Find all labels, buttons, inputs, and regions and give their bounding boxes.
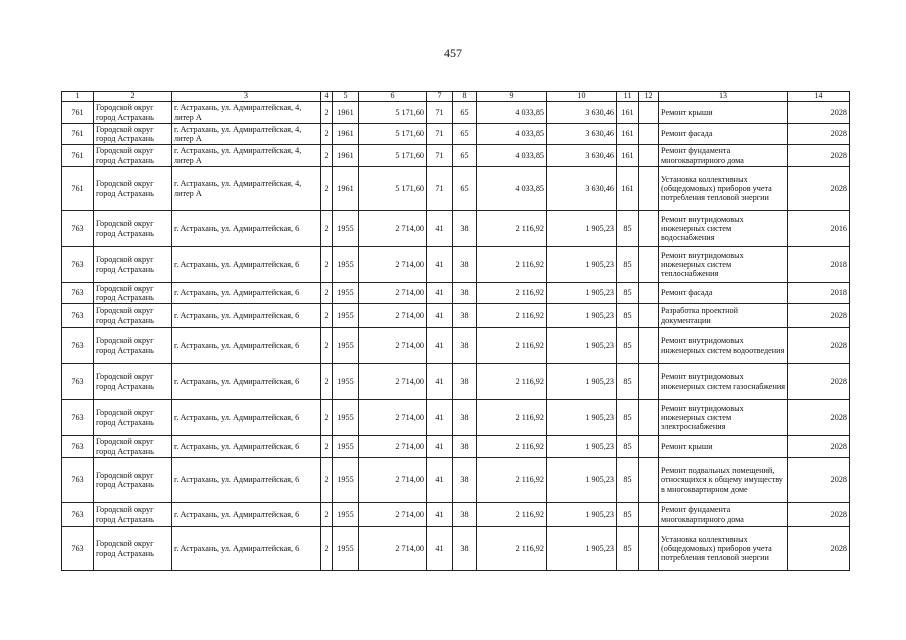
col9-cell: 4 033,85 xyxy=(477,124,547,145)
col12-cell xyxy=(639,247,659,283)
year-cell: 1961 xyxy=(333,102,359,124)
floors-cell: 2 xyxy=(321,400,333,436)
col12-cell xyxy=(639,145,659,167)
row-number-cell: 763 xyxy=(62,328,94,364)
floors-cell: 2 xyxy=(321,503,333,527)
col10-cell: 1 905,23 xyxy=(547,247,617,283)
municipality-cell: Городской округ город Астрахань xyxy=(94,283,172,304)
municipality-cell: Городской округ город Астрахань xyxy=(94,145,172,167)
year-cell: 1961 xyxy=(333,124,359,145)
column-header: 11 xyxy=(617,92,639,102)
address-cell: г. Астрахань, ул. Адмиралтейская, 6 xyxy=(172,211,321,247)
work-type-cell: Ремонт крыши xyxy=(659,102,788,124)
address-cell: г. Астрахань, ул. Адмиралтейская, 6 xyxy=(172,436,321,458)
col10-cell: 3 630,46 xyxy=(547,167,617,211)
col12-cell xyxy=(639,167,659,211)
municipality-cell: Городской округ город Астрахань xyxy=(94,167,172,211)
col11-cell: 85 xyxy=(617,527,639,571)
floors-cell: 2 xyxy=(321,167,333,211)
municipality-cell: Городской округ город Астрахань xyxy=(94,102,172,124)
column-header: 2 xyxy=(94,92,172,102)
floors-cell: 2 xyxy=(321,124,333,145)
work-type-cell: Ремонт внутридомовых инженерных систем теплоснабжения xyxy=(659,247,788,283)
year-cell: 1955 xyxy=(333,400,359,436)
col11-cell: 161 xyxy=(617,124,639,145)
col11-cell: 85 xyxy=(617,247,639,283)
address-cell: г. Астрахань, ул. Адмиралтейская, 6 xyxy=(172,364,321,400)
col7-cell: 41 xyxy=(427,247,453,283)
address-cell: г. Астрахань, ул. Адмиралтейская, 6 xyxy=(172,283,321,304)
col8-cell: 38 xyxy=(453,247,477,283)
col7-cell: 71 xyxy=(427,102,453,124)
floors-cell: 2 xyxy=(321,328,333,364)
year-cell: 1961 xyxy=(333,145,359,167)
col8-cell: 38 xyxy=(453,400,477,436)
work-type-cell: Ремонт крыши xyxy=(659,436,788,458)
table-row xyxy=(62,247,850,283)
column-header: 6 xyxy=(359,92,427,102)
col8-cell: 38 xyxy=(453,527,477,571)
floors-cell: 2 xyxy=(321,364,333,400)
floors-cell: 2 xyxy=(321,436,333,458)
page-number: 457 xyxy=(444,46,462,60)
table-row xyxy=(62,145,850,167)
work-type-cell: Разработка проектной документации xyxy=(659,304,788,328)
plan-year-cell: 2028 xyxy=(788,503,850,527)
col10-cell: 3 630,46 xyxy=(547,102,617,124)
area-cell: 5 171,60 xyxy=(359,124,427,145)
plan-year-cell: 2018 xyxy=(788,247,850,283)
col10-cell: 1 905,23 xyxy=(547,304,617,328)
area-cell: 2 714,00 xyxy=(359,527,427,571)
plan-year-cell: 2028 xyxy=(788,124,850,145)
col9-cell: 2 116,92 xyxy=(477,458,547,503)
col7-cell: 71 xyxy=(427,167,453,211)
municipality-cell: Городской округ город Астрахань xyxy=(94,304,172,328)
col11-cell: 85 xyxy=(617,458,639,503)
table-row xyxy=(62,167,850,211)
area-cell: 2 714,00 xyxy=(359,436,427,458)
column-header: 8 xyxy=(453,92,477,102)
municipality-cell: Городской округ город Астрахань xyxy=(94,328,172,364)
col7-cell: 41 xyxy=(427,364,453,400)
col9-cell: 2 116,92 xyxy=(477,211,547,247)
plan-year-cell: 2028 xyxy=(788,400,850,436)
floors-cell: 2 xyxy=(321,145,333,167)
col9-cell: 4 033,85 xyxy=(477,145,547,167)
col9-cell: 2 116,92 xyxy=(477,527,547,571)
column-header: 7 xyxy=(427,92,453,102)
column-header: 5 xyxy=(333,92,359,102)
col8-cell: 65 xyxy=(453,145,477,167)
address-cell: г. Астрахань, ул. Адмиралтейская, 6 xyxy=(172,458,321,503)
plan-year-cell: 2028 xyxy=(788,102,850,124)
year-cell: 1955 xyxy=(333,247,359,283)
area-cell: 2 714,00 xyxy=(359,400,427,436)
work-type-cell: Ремонт фасада xyxy=(659,283,788,304)
col11-cell: 161 xyxy=(617,145,639,167)
col9-cell: 2 116,92 xyxy=(477,283,547,304)
col10-cell: 1 905,23 xyxy=(547,503,617,527)
work-type-cell: Ремонт внутридомовых инженерных систем водоотведения xyxy=(659,328,788,364)
area-cell: 2 714,00 xyxy=(359,458,427,503)
municipality-cell: Городской округ город Астрахань xyxy=(94,527,172,571)
area-cell: 5 171,60 xyxy=(359,102,427,124)
plan-year-cell: 2028 xyxy=(788,145,850,167)
year-cell: 1961 xyxy=(333,167,359,211)
floors-cell: 2 xyxy=(321,211,333,247)
col11-cell: 85 xyxy=(617,283,639,304)
row-number-cell: 763 xyxy=(62,247,94,283)
col11-cell: 85 xyxy=(617,436,639,458)
col9-cell: 2 116,92 xyxy=(477,400,547,436)
table-row xyxy=(62,527,850,571)
col11-cell: 85 xyxy=(617,364,639,400)
plan-year-cell: 2028 xyxy=(788,458,850,503)
row-number-cell: 763 xyxy=(62,283,94,304)
table-row xyxy=(62,458,850,503)
work-type-cell: Ремонт внутридомовых инженерных систем водоснабжения xyxy=(659,211,788,247)
row-number-cell: 761 xyxy=(62,145,94,167)
area-cell: 5 171,60 xyxy=(359,145,427,167)
year-cell: 1955 xyxy=(333,458,359,503)
year-cell: 1955 xyxy=(333,283,359,304)
municipality-cell: Городской округ город Астрахань xyxy=(94,124,172,145)
col12-cell xyxy=(639,102,659,124)
row-number-cell: 761 xyxy=(62,102,94,124)
col11-cell: 85 xyxy=(617,328,639,364)
year-cell: 1955 xyxy=(333,527,359,571)
area-cell: 2 714,00 xyxy=(359,247,427,283)
col7-cell: 41 xyxy=(427,458,453,503)
floors-cell: 2 xyxy=(321,283,333,304)
plan-year-cell: 2028 xyxy=(788,328,850,364)
col7-cell: 41 xyxy=(427,400,453,436)
col7-cell: 41 xyxy=(427,503,453,527)
col9-cell: 2 116,92 xyxy=(477,436,547,458)
floors-cell: 2 xyxy=(321,458,333,503)
col8-cell: 38 xyxy=(453,458,477,503)
year-cell: 1955 xyxy=(333,211,359,247)
table-row xyxy=(62,211,850,247)
plan-year-cell: 2028 xyxy=(788,167,850,211)
row-number-cell: 763 xyxy=(62,304,94,328)
area-cell: 2 714,00 xyxy=(359,283,427,304)
year-cell: 1955 xyxy=(333,364,359,400)
year-cell: 1955 xyxy=(333,436,359,458)
col10-cell: 1 905,23 xyxy=(547,328,617,364)
col12-cell xyxy=(639,458,659,503)
col12-cell xyxy=(639,211,659,247)
column-header: 1 xyxy=(62,92,94,102)
area-cell: 2 714,00 xyxy=(359,364,427,400)
area-cell: 2 714,00 xyxy=(359,328,427,364)
municipality-cell: Городской округ город Астрахань xyxy=(94,503,172,527)
year-cell: 1955 xyxy=(333,304,359,328)
capital-repair-table xyxy=(61,91,850,571)
address-cell: г. Астрахань, ул. Адмиралтейская, 4, литер А xyxy=(172,145,321,167)
table-row xyxy=(62,436,850,458)
column-header: 4 xyxy=(321,92,333,102)
col10-cell: 3 630,46 xyxy=(547,124,617,145)
col9-cell: 4 033,85 xyxy=(477,102,547,124)
col7-cell: 71 xyxy=(427,124,453,145)
floors-cell: 2 xyxy=(321,247,333,283)
col12-cell xyxy=(639,328,659,364)
table-row xyxy=(62,102,850,124)
work-type-cell: Ремонт фундамента многоквартирного дома xyxy=(659,503,788,527)
column-header: 3 xyxy=(172,92,321,102)
work-type-cell: Ремонт фундамента многоквартирного дома xyxy=(659,145,788,167)
col9-cell: 2 116,92 xyxy=(477,247,547,283)
col8-cell: 38 xyxy=(453,304,477,328)
col11-cell: 85 xyxy=(617,304,639,328)
col11-cell: 161 xyxy=(617,167,639,211)
plan-year-cell: 2016 xyxy=(788,211,850,247)
work-type-cell: Ремонт внутридомовых инженерных систем электроснабжения xyxy=(659,400,788,436)
col12-cell xyxy=(639,124,659,145)
plan-year-cell: 2028 xyxy=(788,304,850,328)
col11-cell: 85 xyxy=(617,400,639,436)
col8-cell: 38 xyxy=(453,283,477,304)
area-cell: 2 714,00 xyxy=(359,304,427,328)
work-type-cell: Установка коллективных (общедомовых) приборов учета потребления тепловой энергии xyxy=(659,527,788,571)
work-type-cell: Ремонт внутридомовых инженерных систем газоснабжения xyxy=(659,364,788,400)
col8-cell: 38 xyxy=(453,436,477,458)
col7-cell: 41 xyxy=(427,328,453,364)
row-number-cell: 763 xyxy=(62,527,94,571)
col10-cell: 1 905,23 xyxy=(547,364,617,400)
row-number-cell: 763 xyxy=(62,503,94,527)
address-cell: г. Астрахань, ул. Адмиралтейская, 6 xyxy=(172,247,321,283)
area-cell: 2 714,00 xyxy=(359,503,427,527)
col8-cell: 65 xyxy=(453,167,477,211)
row-number-cell: 763 xyxy=(62,436,94,458)
address-cell: г. Астрахань, ул. Адмиралтейская, 6 xyxy=(172,304,321,328)
table-row xyxy=(62,304,850,328)
col10-cell: 1 905,23 xyxy=(547,211,617,247)
col12-cell xyxy=(639,400,659,436)
col7-cell: 41 xyxy=(427,436,453,458)
municipality-cell: Городской округ город Астрахань xyxy=(94,436,172,458)
column-header: 12 xyxy=(639,92,659,102)
column-header: 10 xyxy=(547,92,617,102)
col11-cell: 161 xyxy=(617,102,639,124)
table-row xyxy=(62,400,850,436)
plan-year-cell: 2028 xyxy=(788,527,850,571)
address-cell: г. Астрахань, ул. Адмиралтейская, 6 xyxy=(172,328,321,364)
col8-cell: 38 xyxy=(453,211,477,247)
col12-cell xyxy=(639,503,659,527)
plan-year-cell: 2028 xyxy=(788,364,850,400)
row-number-cell: 763 xyxy=(62,364,94,400)
col11-cell: 85 xyxy=(617,211,639,247)
col7-cell: 41 xyxy=(427,527,453,571)
row-number-cell: 761 xyxy=(62,124,94,145)
address-cell: г. Астрахань, ул. Адмиралтейская, 4, литер А xyxy=(172,102,321,124)
municipality-cell: Городской округ город Астрахань xyxy=(94,458,172,503)
address-cell: г. Астрахань, ул. Адмиралтейская, 4, литер А xyxy=(172,124,321,145)
column-number-row xyxy=(62,92,850,102)
col7-cell: 41 xyxy=(427,283,453,304)
column-header: 14 xyxy=(788,92,850,102)
floors-cell: 2 xyxy=(321,102,333,124)
work-type-cell: Установка коллективных (общедомовых) приборов учета потребления тепловой энергии xyxy=(659,167,788,211)
plan-year-cell: 2028 xyxy=(788,436,850,458)
table-row xyxy=(62,328,850,364)
col8-cell: 65 xyxy=(453,102,477,124)
address-cell: г. Астрахань, ул. Адмиралтейская, 4, литер А xyxy=(172,167,321,211)
column-header: 9 xyxy=(477,92,547,102)
municipality-cell: Городской округ город Астрахань xyxy=(94,364,172,400)
col11-cell: 85 xyxy=(617,503,639,527)
col8-cell: 65 xyxy=(453,124,477,145)
col12-cell xyxy=(639,283,659,304)
table-row xyxy=(62,364,850,400)
floors-cell: 2 xyxy=(321,527,333,571)
address-cell: г. Астрахань, ул. Адмиралтейская, 6 xyxy=(172,527,321,571)
row-number-cell: 763 xyxy=(62,458,94,503)
area-cell: 2 714,00 xyxy=(359,211,427,247)
floors-cell: 2 xyxy=(321,304,333,328)
year-cell: 1955 xyxy=(333,503,359,527)
table-row xyxy=(62,503,850,527)
row-number-cell: 763 xyxy=(62,400,94,436)
column-header: 13 xyxy=(659,92,788,102)
col9-cell: 2 116,92 xyxy=(477,503,547,527)
table-row xyxy=(62,124,850,145)
municipality-cell: Городской округ город Астрахань xyxy=(94,247,172,283)
col8-cell: 38 xyxy=(453,503,477,527)
col7-cell: 41 xyxy=(427,211,453,247)
col8-cell: 38 xyxy=(453,328,477,364)
col12-cell xyxy=(639,304,659,328)
col12-cell xyxy=(639,364,659,400)
col7-cell: 71 xyxy=(427,145,453,167)
col10-cell: 1 905,23 xyxy=(547,458,617,503)
address-cell: г. Астрахань, ул. Адмиралтейская, 6 xyxy=(172,400,321,436)
municipality-cell: Городской округ город Астрахань xyxy=(94,211,172,247)
municipality-cell: Городской округ город Астрахань xyxy=(94,400,172,436)
area-cell: 5 171,60 xyxy=(359,167,427,211)
col10-cell: 1 905,23 xyxy=(547,527,617,571)
year-cell: 1955 xyxy=(333,328,359,364)
work-type-cell: Ремонт подвальных помещений, относящихся к общему имуществу в многоквартирном доме xyxy=(659,458,788,503)
col10-cell: 1 905,23 xyxy=(547,283,617,304)
work-type-cell: Ремонт фасада xyxy=(659,124,788,145)
col9-cell: 4 033,85 xyxy=(477,167,547,211)
col9-cell: 2 116,92 xyxy=(477,328,547,364)
col10-cell: 1 905,23 xyxy=(547,436,617,458)
col7-cell: 41 xyxy=(427,304,453,328)
col10-cell: 3 630,46 xyxy=(547,145,617,167)
col10-cell: 1 905,23 xyxy=(547,400,617,436)
col12-cell xyxy=(639,436,659,458)
address-cell: г. Астрахань, ул. Адмиралтейская, 6 xyxy=(172,503,321,527)
row-number-cell: 763 xyxy=(62,211,94,247)
col8-cell: 38 xyxy=(453,364,477,400)
row-number-cell: 761 xyxy=(62,167,94,211)
table-row xyxy=(62,283,850,304)
col9-cell: 2 116,92 xyxy=(477,364,547,400)
plan-year-cell: 2018 xyxy=(788,283,850,304)
col9-cell: 2 116,92 xyxy=(477,304,547,328)
col12-cell xyxy=(639,527,659,571)
